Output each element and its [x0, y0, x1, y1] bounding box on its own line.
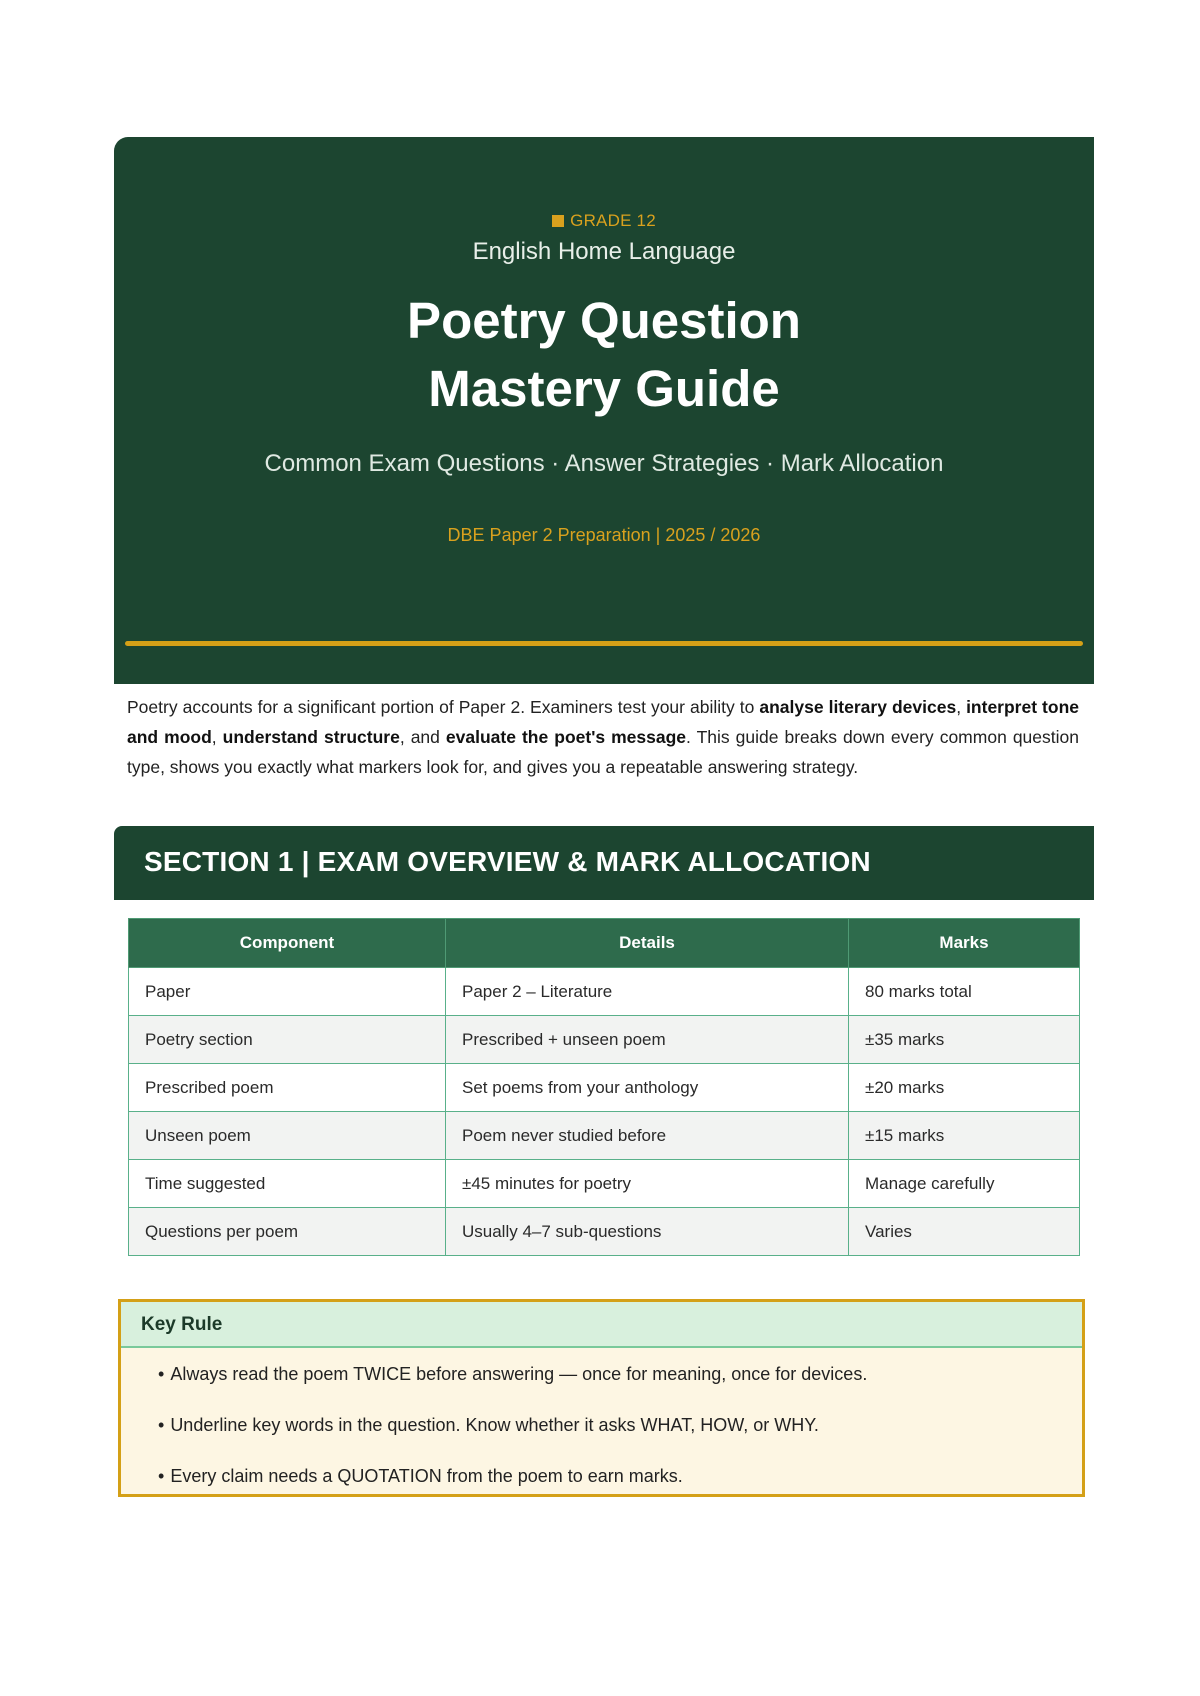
table-cell: Prescribed + unseen poem [446, 1016, 849, 1064]
table-row [129, 1016, 1080, 1064]
table-row [129, 1208, 1080, 1256]
table-row [129, 1160, 1080, 1208]
document-title [114, 287, 1094, 423]
cover-banner [114, 137, 1094, 684]
table-cell: Prescribed poem [129, 1064, 446, 1112]
intro-text: , [211, 726, 223, 747]
table-row [129, 1064, 1080, 1112]
table-cell: Paper 2 – Literature [446, 968, 849, 1016]
table-cell: Poetry section [129, 1016, 446, 1064]
key-rule-callout [118, 1299, 1085, 1497]
grade-text: GRADE 12 [570, 211, 656, 230]
column-header: Details [446, 919, 849, 968]
tagline: Common Exam Questions · Answer Strategies · Mark Allocation [264, 450, 944, 477]
list-item-text: Always read the poem TWICE before answering — once for meaning, once for devices. [170, 1364, 868, 1384]
bullet-icon: • [158, 1466, 165, 1486]
table-cell: Unseen poem [129, 1112, 446, 1160]
intro-text: Poetry accounts for a significant portion of Paper 2. Examiners test your ability to [127, 696, 760, 717]
table-cell: Questions per poem [129, 1208, 446, 1256]
table-row [129, 968, 1080, 1016]
table-cell: Set poems from your anthology [446, 1064, 849, 1112]
subject-label: English Home Language [472, 238, 736, 265]
intro-paragraph [127, 692, 1079, 782]
intro-text: . This guide breaks down every common question type, shows you exactly what markers look for, and gives you a repeatable answering strategy. [127, 726, 1079, 777]
bullet-icon: • [158, 1364, 165, 1384]
intro-emphasis: evaluate the poet's message [445, 726, 687, 747]
table-cell: ±35 marks [849, 1016, 1080, 1064]
section-1-title: SECTION 1 | EXAM OVERVIEW & MARK ALLOCATION [144, 846, 871, 877]
callout-header [121, 1302, 1082, 1348]
table-cell: Paper [129, 968, 446, 1016]
table-cell: Time suggested [129, 1160, 446, 1208]
table-cell: ±45 minutes for poetry [446, 1160, 849, 1208]
intro-emphasis: understand structure [222, 726, 400, 747]
table-header-row [129, 919, 1080, 968]
table-cell: 80 marks total [849, 968, 1080, 1016]
table-cell: Varies [849, 1208, 1080, 1256]
title-line-2: Mastery Guide [428, 360, 780, 417]
overview-table [128, 918, 1080, 1256]
bullet-icon: • [158, 1415, 165, 1435]
column-header: Component [129, 919, 446, 968]
list-item [158, 1415, 819, 1436]
table-cell: ±20 marks [849, 1064, 1080, 1112]
table-cell: Manage carefully [849, 1160, 1080, 1208]
square-icon [552, 215, 564, 227]
preparation-label: DBE Paper 2 Preparation | 2025 / 2026 [447, 525, 761, 545]
table-row [129, 1112, 1080, 1160]
intro-emphasis: interpret tone and mood [127, 696, 1079, 747]
column-header: Marks [849, 919, 1080, 968]
list-item [158, 1364, 867, 1385]
intro-emphasis: analyse literary devices [759, 696, 957, 717]
intro-text: , [956, 696, 967, 717]
list-item-text: Every claim needs a QUOTATION from the poem to earn marks. [170, 1466, 683, 1486]
gold-divider [125, 641, 1083, 646]
list-item [158, 1466, 683, 1487]
table-cell: Usually 4–7 sub-questions [446, 1208, 849, 1256]
intro-text: , and [399, 726, 446, 747]
section-1-header [114, 826, 1094, 900]
list-item-text: Underline key words in the question. Know whether it asks WHAT, HOW, or WHY. [170, 1415, 819, 1435]
title-line-1: Poetry Question [407, 292, 801, 349]
table-cell: ±15 marks [849, 1112, 1080, 1160]
table-cell: Poem never studied before [446, 1112, 849, 1160]
callout-title: Key Rule [141, 1314, 223, 1335]
grade-label [114, 211, 1094, 231]
